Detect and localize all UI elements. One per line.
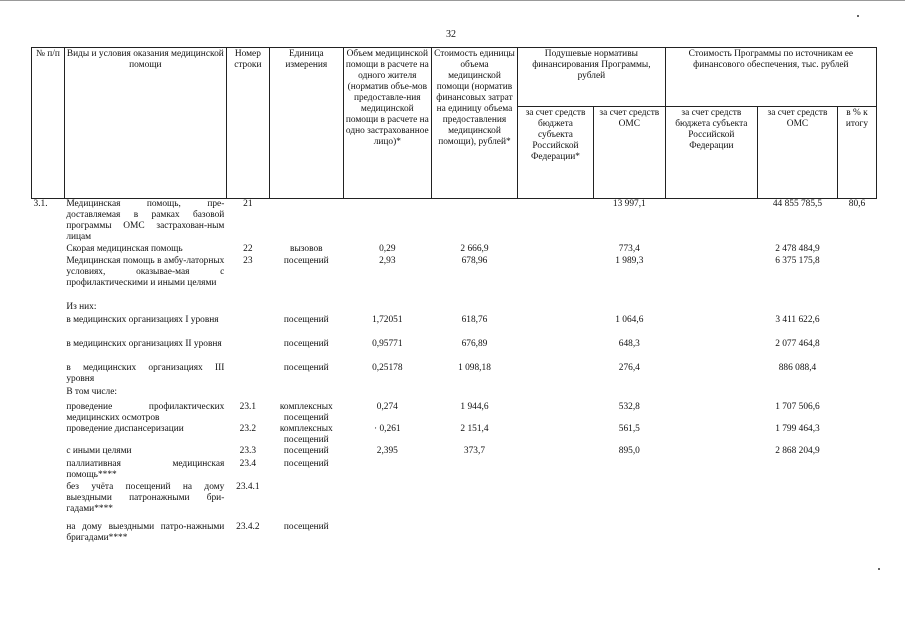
cell-cost: 618,76 [461,315,488,325]
table-row [32,424,877,446]
header-source-budget: за счет средств бюджета субъекта Российской Федерации [665,107,757,199]
header-name: Виды и условия оказания медицинской помощи [64,48,226,199]
cell-norm-budget [518,302,594,315]
table-row [32,256,877,302]
cell-name: в медицинских организациях III уровня [66,363,225,384]
cell-src-budget [665,387,757,402]
cell-src-budget [665,424,757,446]
cell-norm-budget [518,199,594,245]
cell-name: Из них: [66,302,97,312]
cell-row [226,315,269,339]
cell-norm-oms [593,302,665,315]
cell-pct [837,256,876,302]
scan-speck [878,568,880,570]
table-row [32,339,877,363]
cell-volume [343,482,431,522]
cell-volume: 2,93 [379,256,396,266]
header-num: № п/п [32,48,65,199]
cell-pct [837,459,876,482]
cell-norm-oms: 276,4 [618,363,640,373]
cell-src-budget [665,482,757,522]
cell-norm-budget [518,244,594,256]
cell-row: 23.4.2 [236,522,260,532]
cell-num [32,482,65,522]
cell-unit: комплексных посещений [279,402,333,423]
cell-name: В том числе: [66,387,118,397]
cell-num [32,363,65,387]
header-volume: Объем медицинской помощи в расчете на одного жителя (норматив объе-мов предоставле-ния медицинской помощи в расчете на одно застрахованное лицо)* [343,48,431,199]
cell-name: на дому выездными патро-нажными бригадами**** [66,522,225,543]
cell-volume [343,199,431,245]
cell-norm-budget [518,256,594,302]
cell-norm-oms [593,387,665,402]
header-unit-cost: Стоимость единицы объема медицинской помощи (норматив финансовых затрат на единицу объема предоставления медицинской помощи), рублей* [431,48,517,199]
cell-norm-budget [518,387,594,402]
cell-src-budget [665,459,757,482]
cell-num [32,424,65,446]
header-percent: в % к итогу [837,107,876,199]
cell-volume: 0,29 [379,244,396,254]
cell-cost: 373,7 [463,446,486,456]
cell-volume [343,302,431,315]
cell-cost [431,302,517,315]
cell-volume: · 0,261 [374,424,401,434]
header-norm-oms: за счет средств ОМС [593,107,665,199]
cell-src-budget [665,402,757,424]
cell-row: 23.1 [239,402,257,412]
header-row-number: Номер строки [226,48,269,199]
cell-src-oms [757,459,837,482]
cell-name: проведение диспансеризации [66,424,184,434]
cell-row: 23.4 [239,459,257,469]
table-row [32,482,877,522]
header-per-capita-norms: Подушевые нормативы финансирования Программы, рублей [518,48,666,107]
cell-src-budget [665,363,757,387]
cell-src-oms: 3 411 622,6 [775,315,820,325]
cell-pct [837,482,876,522]
cell-num [32,446,65,459]
cell-norm-budget [518,482,594,522]
cell-row [226,387,269,402]
cell-cost: 676,89 [461,339,488,349]
cell-cost: 1 944,6 [460,402,489,412]
table-row [32,363,877,387]
cell-volume: 2,395 [376,446,398,456]
cell-cost [431,459,517,482]
cell-volume: 0,274 [376,402,398,412]
header-program-cost: Стоимость Программы по источникам ее финансового обеспечения, тыс. рублей [665,48,876,107]
cell-name: проведение профилактических медицинских осмотров [66,402,225,423]
cell-src-budget [665,522,757,552]
cell-unit [269,482,343,522]
cell-pct [837,339,876,363]
cell-norm-oms: 532,8 [618,402,640,412]
cell-norm-budget [518,522,594,552]
cell-row [226,339,269,363]
cell-cost: 678,96 [461,256,488,266]
cell-num [32,402,65,424]
cell-volume [343,387,431,402]
cell-norm-oms: 773,4 [618,244,640,254]
cell-norm-budget [518,315,594,339]
cell-num [32,522,65,552]
cell-src-oms: 1 799 464,3 [775,424,820,434]
cell-num [32,315,65,339]
cell-unit: посещений [283,363,329,373]
cell-src-oms: 2 478 484,9 [775,244,820,254]
cell-cost [431,199,517,245]
cell-unit [269,387,343,402]
cell-num [32,387,65,402]
cell-num [32,459,65,482]
cell-norm-oms: 13 997,1 [612,199,646,209]
cell-src-budget [665,244,757,256]
cell-unit: посещений [283,256,329,266]
cell-name: Медицинская помощь в амбу-латорных условиях, оказывае-мая с профилактическими и иными целями [66,256,225,288]
cell-pct [837,522,876,552]
cell-norm-budget [518,363,594,387]
scan-speck [857,15,859,17]
cell-volume: 0,25178 [372,363,403,373]
cell-num [32,302,65,315]
cell-unit: посещений [283,522,329,532]
program-cost-table [31,47,877,552]
cell-row [226,363,269,387]
table-body [32,199,877,553]
header-unit: Единица измерения [269,48,343,199]
cell-num [32,256,65,302]
cell-norm-budget [518,459,594,482]
cell-cost: 2 666,9 [460,244,489,254]
cell-name: с иными целями [66,446,132,456]
cell-pct [837,315,876,339]
cell-name: в медицинских организациях II уровня [66,339,222,349]
cell-volume [343,459,431,482]
table-row [32,199,877,245]
cell-unit: комплексных посещений [279,424,333,445]
cell-pct [837,424,876,446]
cell-row: 23.2 [239,424,257,434]
cell-norm-oms: 561,5 [618,424,640,434]
cell-norm-oms [593,482,665,522]
cell-num [32,244,65,256]
cell-cost: 1 098,18 [458,363,491,373]
cell-norm-budget [518,339,594,363]
cell-name: в медицинских организациях I уровня [66,315,219,325]
cell-src-budget [665,302,757,315]
table-row [32,387,877,402]
cell-unit: посещений [283,315,329,325]
cell-src-oms [757,522,837,552]
cell-unit [269,302,343,315]
cell-src-oms: 886 088,4 [778,363,817,373]
cell-pct [837,302,876,315]
cell-name: без учёта посещений на дому выездными патронажными бри-гадами**** [66,482,225,514]
cell-cost [431,387,517,402]
cell-norm-budget [518,446,594,459]
header-source-oms: за счет средств ОМС [757,107,837,199]
cell-row: 23.4.1 [236,482,260,492]
cell-src-budget [665,256,757,302]
cell-norm-oms: 1 989,3 [615,256,644,266]
cell-num [32,339,65,363]
cell-unit: вызовов [290,244,323,254]
cell-cost [431,522,517,552]
cell-pct [837,387,876,402]
cell-volume [343,522,431,552]
cell-src-oms: 2 077 464,8 [775,339,820,349]
page-top-edge [0,0,905,1]
cell-norm-oms [593,522,665,552]
cell-src-budget [665,446,757,459]
page-number: 32 [446,29,456,40]
cell-src-oms: 44 855 785,5 [772,199,823,209]
cell-norm-oms: 648,3 [618,339,640,349]
table-row [32,244,877,256]
cell-unit: посещений [283,339,329,349]
cell-volume: 0,95771 [372,339,403,349]
cell-src-budget [665,315,757,339]
cell-norm-budget [518,402,594,424]
cell-norm-oms: 895,0 [618,446,640,456]
cell-norm-budget [518,424,594,446]
cell-norm-oms: 1 064,6 [615,315,644,325]
cell-src-oms: 6 375 175,8 [775,256,820,266]
cell-pct [837,402,876,424]
table-row [32,302,877,315]
cell-name: паллиативная медицинская помощь**** [66,459,225,480]
cell-row [226,302,269,315]
cell-name: Медицинская помощь, пре-доставляемая в рамках базовой программы ОМС застрахован-ным лицам [66,199,225,242]
cell-row: 23 [243,256,253,266]
cell-row: 23.3 [239,446,257,456]
header-norm-budget: за счет средств бюджета субъекта Российской Федерации* [518,107,594,199]
cell-name: Скорая медицинская помощь [66,244,183,254]
table-row [32,459,877,482]
cell-pct: 80,6 [848,199,866,209]
cell-row: 22 [243,244,253,254]
cell-volume: 1,72051 [372,315,403,325]
table-row [32,315,877,339]
cell-cost: 2 151,4 [460,424,489,434]
cell-src-oms [757,482,837,522]
cell-num: 3.1. [33,199,48,209]
table-row [32,446,877,459]
table-row [32,522,877,552]
cell-cost [431,482,517,522]
table-row [32,402,877,424]
cell-row: 21 [243,199,253,209]
cell-src-budget [665,339,757,363]
cell-src-oms: 2 868 204,9 [775,446,820,456]
cell-src-oms: 1 707 506,6 [775,402,820,412]
cell-pct [837,244,876,256]
cell-pct [837,363,876,387]
cell-src-oms [757,302,837,315]
cell-unit: посещений [283,446,329,456]
cell-src-budget [665,199,757,245]
cell-unit [269,199,343,245]
cell-src-oms [757,387,837,402]
cell-unit: посещений [283,459,329,469]
cell-norm-oms [593,459,665,482]
cell-pct [837,446,876,459]
